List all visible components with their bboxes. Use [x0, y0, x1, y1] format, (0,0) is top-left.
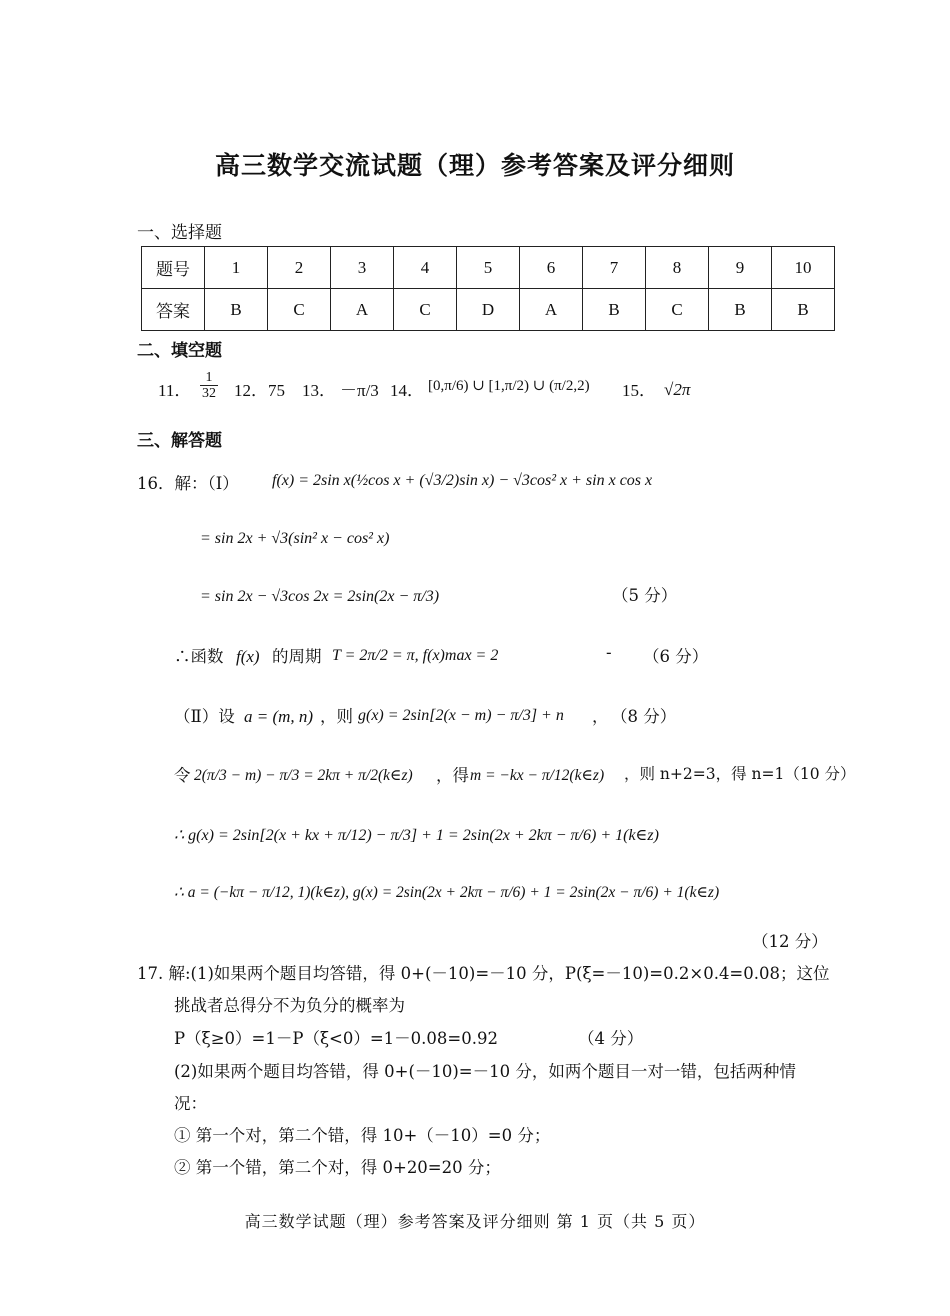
q16-score-12: （12 分） [752, 932, 828, 951]
section-fill-heading: 二、填空题 [137, 341, 222, 361]
q14-answer: [0,π/6) ∪ [1,π/2) ∪ (π/2,2) [428, 378, 590, 394]
table-cell-number: 6 [520, 247, 583, 289]
table-cell-answer: B [709, 289, 772, 331]
q16-line6-d: m = −kx − π/12(k∈z) [470, 767, 605, 784]
page-footer: 高三数学试题（理）参考答案及评分细则 第 1 页（共 5 页） [244, 1212, 706, 1231]
table-row-answers [142, 289, 835, 331]
q16-line4-a: ∴函数 [174, 647, 224, 666]
q16-line5-a: （Ⅱ）设 [174, 707, 235, 726]
table-cell-number: 9 [709, 247, 772, 289]
q16-line6-c: ，得 [436, 766, 469, 785]
table-cell-answer: A [520, 289, 583, 331]
q11-label: 11． [158, 381, 192, 400]
table-cell-number: 2 [268, 247, 331, 289]
table-cell-number: 5 [457, 247, 520, 289]
q17-score-4: （4 分） [578, 1029, 644, 1048]
table-cell-answer: C [646, 289, 709, 331]
q16-line5-d: g(x) = 2sin[2(x − m) − π/3] + n [358, 707, 564, 724]
table-cell-answer: B [772, 289, 835, 331]
q16-line7: ∴ g(x) = 2sin[2(x + kx + π/12) − π/3] + 1 = 2sin(2x + 2kπ − π/6) + 1(k∈z) [174, 827, 659, 844]
section-solution-heading: 三、解答题 [137, 431, 222, 451]
q16-label: 16．解：（Ⅰ） [137, 474, 239, 493]
q17-line2: 挑战者总得分不为负分的概率为 [174, 996, 405, 1015]
q17-line6: ① 第一个对，第二个错，得 10+（－10）=0 分； [174, 1126, 551, 1145]
table-cell-answer: D [457, 289, 520, 331]
q14-label: 14． [390, 381, 424, 400]
page-title: 高三数学交流试题（理）参考答案及评分细则 [214, 151, 735, 180]
q13-label: 13． [302, 381, 336, 400]
q16-score-5: （5 分） [612, 586, 678, 605]
table-cell-number: 4 [394, 247, 457, 289]
q17-line7: ② 第一个错，第二个对，得 0+20=20 分； [174, 1158, 501, 1177]
q17-line3: P（ξ≥0）=1－P（ξ<0）=1－0.08=0.92 [174, 1029, 498, 1048]
table-cell-number: 7 [583, 247, 646, 289]
table-cell-answer: A [331, 289, 394, 331]
q11-denominator: 32 [202, 386, 216, 401]
q16-line6-b: 2(π/3 − m) − π/3 = 2kπ + π/2(k∈z) [194, 767, 413, 784]
table-cell-answer: C [268, 289, 331, 331]
q16-line6-a: 令 [174, 766, 191, 785]
table-cell-number: 3 [331, 247, 394, 289]
table-cell-number: 10 [772, 247, 835, 289]
q11-answer [199, 370, 219, 401]
q13-answer: －π/3 [340, 381, 379, 400]
table-cell-number: 1 [205, 247, 268, 289]
q16-line5-b: a = (m, n) [244, 707, 314, 726]
q15-answer: √2π [664, 380, 691, 399]
q17-line1: 17. 解:(1)如果两个题目均答错，得 0+(－10)=－10 分，P(ξ=－10)=0.2×0.4=0.08；这位 [137, 964, 830, 983]
q16-line1: f(x) = 2sin x(½cos x + (√3/2)sin x) − √3cos² x + sin x cos x [272, 472, 653, 489]
table-cell-number: 8 [646, 247, 709, 289]
q15-label: 15． [622, 381, 656, 400]
table-row-numbers [142, 247, 835, 289]
q16-line5-c: ，则 [320, 707, 353, 726]
table-cell-answer: C [394, 289, 457, 331]
q17-line4: (2)如果两个题目均答错，得 0+(－10)=－10 分，如两个题目一对一错，包括两种情 [174, 1062, 796, 1081]
q16-line2: = sin 2x + √3(sin² x − cos² x) [200, 530, 390, 547]
q12-answer: 12．75 [234, 381, 285, 400]
q17-line5: 况： [174, 1094, 207, 1113]
table-header-label: 题号 [142, 247, 205, 289]
q16-score-8: （8 分） [611, 707, 677, 726]
table-cell-answer: B [583, 289, 646, 331]
q16-line4-dash: - [606, 643, 612, 662]
q11-numerator: 1 [200, 370, 218, 386]
answer-table [141, 246, 835, 331]
q16-line3: = sin 2x − √3cos 2x = 2sin(2x − π/3) [200, 588, 440, 605]
q16-line4-c: 的周期 [272, 647, 322, 666]
table-cell-answer: B [205, 289, 268, 331]
q16-line5-e: ， [592, 707, 609, 726]
section-choice-heading: 一、选择题 [137, 223, 222, 243]
q16-line4-b: f(x) [236, 647, 260, 666]
q16-line4-d: T = 2π/2 = π, f(x)max = 2 [332, 647, 499, 664]
table-answer-label: 答案 [142, 289, 205, 331]
q16-line6-e: ，则 n+2=3，得 n=1（10 分） [624, 765, 856, 783]
q16-score-6: （6 分） [643, 647, 709, 666]
q16-line8: ∴ a = (−kπ − π/12, 1)(k∈z), g(x) = 2sin(2x + 2kπ − π/6) + 1 = 2sin(2x − π/6) + 1(k∈z) [174, 884, 720, 901]
